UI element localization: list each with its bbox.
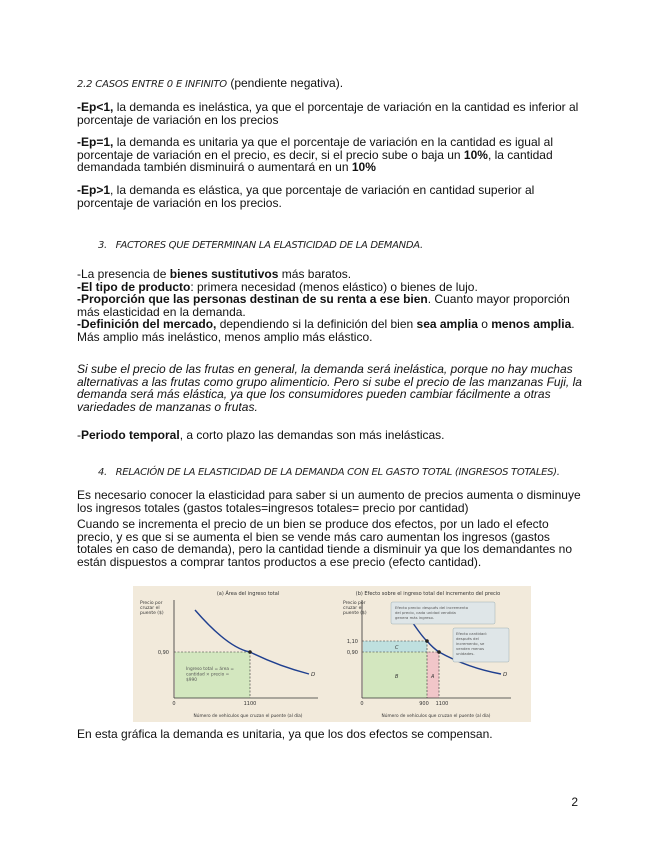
right-point-hi — [425, 639, 429, 643]
factor-4-bold3: menos amplia — [491, 317, 572, 332]
ep-gt1-text: , la demanda es elástica, ya que porcentaje de variación en cantidad superior al porcentaje de variación en los precios. — [77, 183, 535, 210]
factor-4-bold: -Definición del mercado, — [77, 317, 217, 332]
right-q2-tick: 1100 — [435, 701, 449, 707]
right-price-lo-tick: 0,90 — [346, 650, 358, 656]
factor-4-mid2: o — [477, 317, 492, 332]
heading-4-num: 4. — [98, 467, 107, 478]
right-label-c: C — [395, 645, 399, 651]
heading-3-num: 3. — [98, 240, 107, 251]
ep-gt1-bold: -Ep>1 — [77, 183, 111, 197]
ep-eq1-pct1: 10% — [463, 147, 488, 162]
left-equilibrium-point — [248, 650, 252, 654]
factor-3-bold: -Proporción que las personas destinan de su renta a ese bien — [77, 292, 428, 307]
right-ylabel: Precio por cruzar el puente ($) — [343, 601, 367, 616]
right-panel-title: (b) Efecto sobre el ingreso total del incremento del precio — [355, 591, 501, 597]
factor-1-bold: bienes sustitutivos — [169, 267, 279, 281]
left-ylabel: Precio por cruzar el puente ($) — [140, 601, 164, 616]
left-panel-title: (a) Área del ingreso total — [216, 591, 280, 597]
page-number: 2 — [571, 795, 578, 809]
ep-eq1-text1: la demanda es unitaria ya que el porcentaje de variación en la cantidad es igual al porcentaje de variación en el precio, es decir, si el precio sube o baja un — [77, 135, 553, 162]
right-price-hi-tick: 1,10 — [346, 639, 358, 645]
factor-2-post: : primera necesidad (menos elástico) o bienes de lujo. — [190, 279, 478, 294]
p-cuando: Cuando se incrementa el precio de un bien se produce dos efectos, por un lado el efecto precio, y es que si se aumenta el bien se vende más caro aumentan los ingresos (gastos totales en caso de demanda), pero la cantidad tiende a disminuir ya que los demandantes no están dispuestos a comprar tantos productos a ese precio (efecto cantidad). — [77, 517, 572, 569]
right-label-a: A — [431, 674, 435, 680]
ep-less-than-1 — [77, 101, 582, 126]
periodo-bold: Periodo temporal — [81, 428, 180, 442]
right-q1-tick: 900 — [419, 701, 429, 707]
factor-3-post: . Cuanto mayor proporción más elasticidad en la demanda. — [77, 292, 570, 319]
example-italic: Si sube el precio de las frutas en general, la demanda será inelástica, porque no hay muchas alternativas a las frutas como grupo alimenticio. Pero si sube el precio de las manzanas Fuji, la demanda será más elástica, ya que los consumidores pueden cambiar fácilmente a otras variedades de manzanas o frutas. — [77, 362, 582, 414]
heading-2-2-label: 2.2 CASOS ENTRE 0 E INFINITO — [77, 79, 227, 90]
periodo-post: , a corto plazo las demandas son más inelásticas. — [179, 428, 445, 442]
right-note-price-effect: Efecto precio: después del incremento del precio, cada unidad vendida genera más ingreso. — [395, 605, 469, 620]
right-note-qty-effect: Efecto cantidad: después del incremento, se venden menos unidades. — [456, 631, 487, 656]
p-final: En esta gráfica la demanda es unitaria, ya que los dos efectos se compensan. — [77, 727, 493, 741]
ep-eq1-bold: -Ep=1, — [77, 135, 114, 149]
left-qty-tick: 1100 — [243, 701, 257, 707]
heading-4-label: RELACIÓN DE LA ELASTICIDAD DE LA DEMANDA CON EL GASTO TOTAL (INGRESOS TOTALES). — [115, 467, 560, 478]
figure-svg — [133, 586, 531, 722]
ep-lt1-text: la demanda es inelástica, ya que el porcentaje de variación en la cantidad es inferior al porcentaje de variación en los precios — [77, 100, 579, 127]
demand-revenue-figure — [133, 586, 531, 722]
ep-greater-than-1 — [77, 184, 582, 209]
heading-3 — [98, 240, 423, 251]
right-origin: 0 — [360, 701, 364, 707]
left-price-tick: 0,90 — [157, 650, 169, 656]
factor-2-bold: -El tipo de producto — [77, 279, 191, 294]
heading-3-label: FACTORES QUE DETERMINAN LA ELASTICIDAD DE LA DEMANDA. — [115, 240, 423, 251]
ep-eq1-pct2: 10% — [351, 160, 376, 175]
right-curve-label: D — [503, 672, 508, 678]
right-point-lo — [437, 650, 441, 654]
left-origin: 0 — [172, 701, 176, 707]
factor-4-bold2: sea amplia — [416, 317, 478, 332]
right-label-b: B — [395, 674, 399, 680]
left-curve-label: D — [311, 672, 316, 678]
heading-2-2-rest: (pendiente negativa). — [226, 76, 344, 90]
factor-1-pre: -La presencia de — [77, 267, 170, 281]
heading-4 — [98, 467, 560, 478]
periodo-pre: - — [77, 428, 81, 442]
left-revenue-box: Ingreso total = área = cantidad × precio = $990 — [186, 667, 234, 683]
factor-4-post: . Más amplio más inelástico, menos amplio más elástico. — [77, 317, 575, 344]
factors-list — [77, 268, 582, 344]
factor-1-post: más baratos. — [278, 267, 352, 281]
left-xlabel: Número de vehículos que cruzan el puente (al día) — [193, 714, 303, 719]
heading-2-2 — [77, 77, 582, 92]
ep-lt1-bold: -Ep<1, — [77, 100, 114, 114]
ep-equal-1 — [77, 136, 582, 174]
ep-eq1-text2: , la cantidad demandada también disminuirá o aumentará en un — [77, 147, 553, 175]
p-necesario: Es necesario conocer la elasticidad para saber si un aumento de precios aumenta o disminuye los ingresos totales (gastos totales=ingresos totales= precio por cantidad) — [77, 488, 581, 515]
right-xlabel: Número de vehículos que cruzan el puente (al día) — [381, 714, 491, 719]
factor-4-mid: dependiendo si la definición del bien — [216, 317, 417, 332]
periodo-temporal — [77, 429, 582, 442]
